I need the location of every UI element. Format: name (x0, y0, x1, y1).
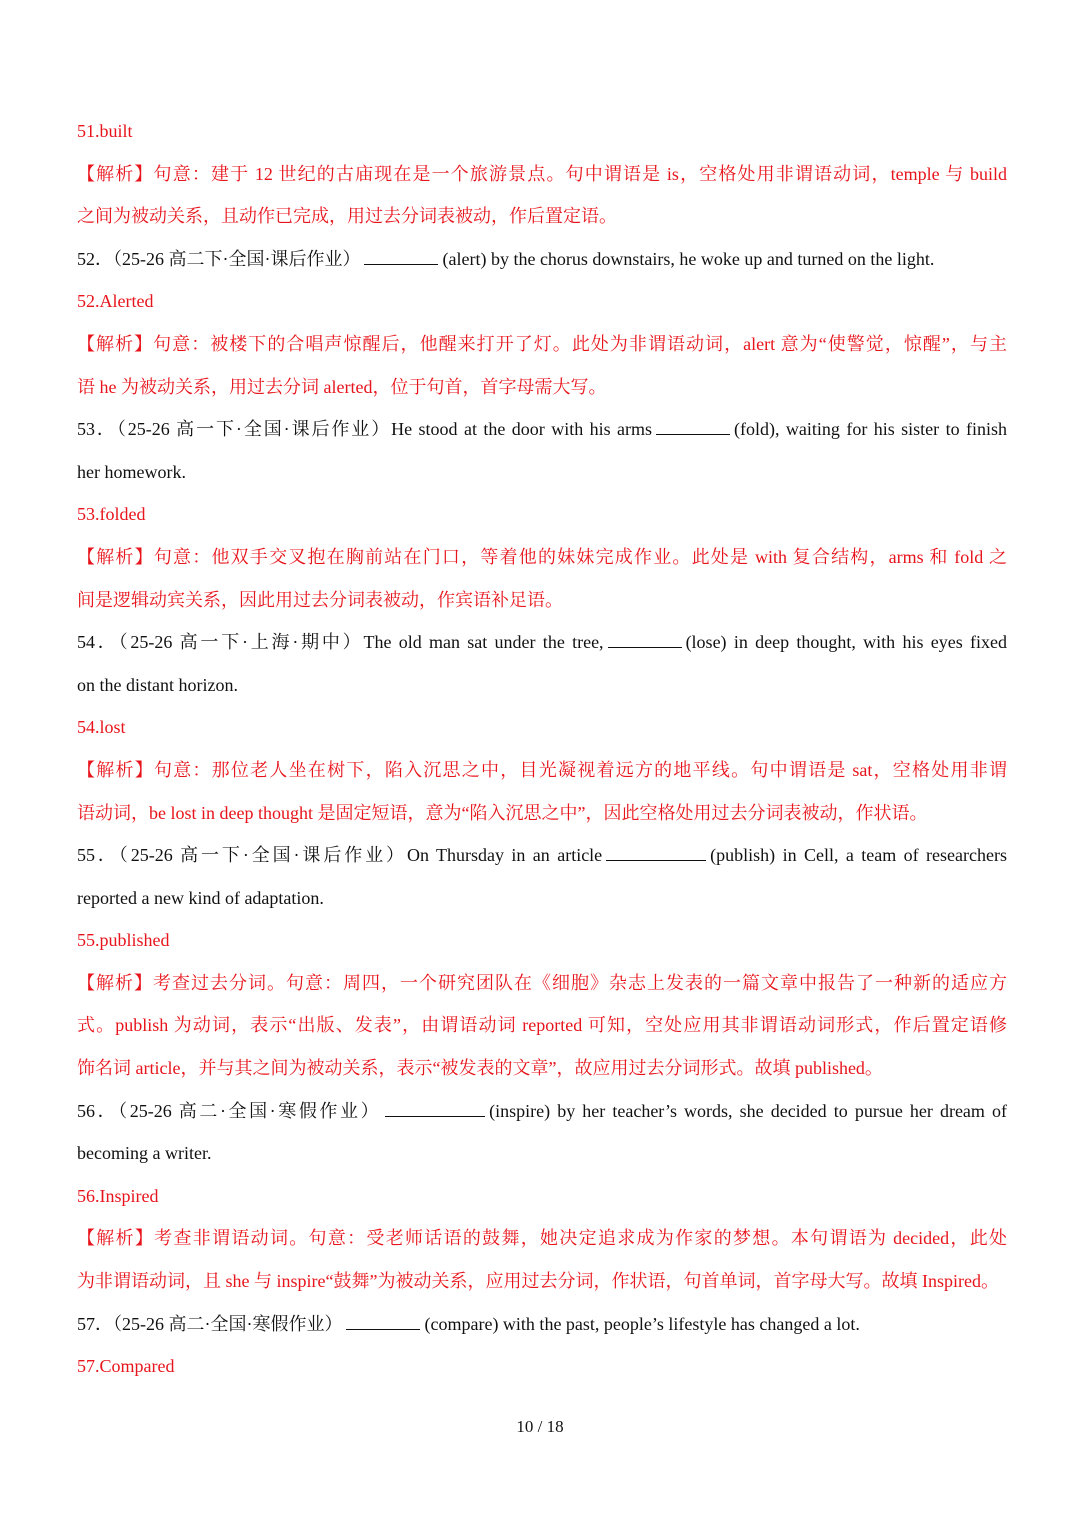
explanation-55-line-1: 【解析】考查过去分词。句意：周四，一个研究团队在《细胞》杂志上发表的一篇文章中报告了一种新的适应方 (77, 972, 1007, 993)
explanation-56-line-1: 【解析】考查非谓语动词。句意：受老师话语的鼓舞，她决定追求成为作家的梦想。本句谓语为 decided，此处 (77, 1228, 1007, 1249)
question-53-line-1: 53．（25-26 高一下·全国·课后作业）He stood at the door with his arms (fold), waiting for his sister to finish (77, 408, 1007, 451)
answer-blank (656, 416, 730, 435)
question-55-line-1: 55．（25-26 高一下·全国·课后作业）On Thursday in an article (publish) in Cell, a team of researchers (77, 834, 1007, 877)
explanation-52-line-2: 语 he 为被动关系，用过去分词 alerted，位于句首，首字母需大写。 (77, 376, 607, 397)
answer-blank (606, 842, 706, 861)
question-54-line-1: 54．（25-26 高一下·上海·期中）The old man sat under the tree, (lose) in deep thought, with his eyes fixed (77, 621, 1007, 664)
page-number: 10 / 18 (516, 1417, 564, 1436)
explanation-52-line-1: 【解析】句意：被楼下的合唱声惊醒后，他醒来打开了灯。此处为非谓语动词，alert 意为“使警觉，惊醒”，与主 (77, 333, 1007, 354)
question-56-line-1: 56．（25-26 高二·全国·寒假作业） (inspire) by her teacher’s words, she decided to pursue her dream of (77, 1090, 1007, 1133)
explanation-55-line-2: 式。publish 为动词，表示“出版、发表”，由谓语动词 reported 可知，空处应用其非谓语动词形式，作后置定语修 (77, 1015, 1007, 1036)
question-57: 57．（25-26 高二·全国·寒假作业） (compare) with the past, people’s lifestyle has changed a lot. (77, 1303, 1007, 1346)
answer-55: 55.published (77, 930, 170, 951)
explanation-53-line-1: 【解析】句意：他双手交叉抱在胸前站在门口，等着他的妹妹完成作业。此处是 with 复合结构，arms 和 fold 之 (77, 546, 1007, 567)
page-content (77, 110, 1007, 1388)
answer-57: 57.Compared (77, 1356, 175, 1377)
answer-blank (364, 246, 438, 265)
question-52: 52．（25-26 高二下·全国·课后作业） (alert) by the chorus downstairs, he woke up and turned on the light. (77, 238, 1007, 281)
question-55-line-2: reported a new kind of adaptation. (77, 887, 324, 908)
answer-52: 52.Alerted (77, 291, 154, 312)
answer-blank (385, 1098, 485, 1117)
answer-53: 53.folded (77, 504, 146, 525)
question-56-line-2: becoming a writer. (77, 1143, 212, 1164)
explanation-53-line-2: 间是逻辑动宾关系，因此用过去分词表被动，作宾语补足语。 (77, 589, 563, 610)
answer-54: 54.lost (77, 717, 126, 738)
question-54-line-2: on the distant horizon. (77, 674, 238, 695)
answer-51: 51.built (77, 121, 133, 141)
explanation-51-line-1: 【解析】句意：建于 12 世纪的古庙现在是一个旅游景点。句中谓语是 is，空格处用非谓语动词，temple 与 build (77, 163, 1007, 184)
explanation-54-line-2: 语动词，be lost in deep thought 是固定短语，意为“陷入沉思之中”，因此空格处用过去分词表被动，作状语。 (77, 802, 928, 823)
answer-56: 56.Inspired (77, 1185, 159, 1206)
explanation-54-line-1: 【解析】句意：那位老人坐在树下，陷入沉思之中，目光凝视着远方的地平线。句中谓语是 sat，空格处用非谓 (77, 759, 1007, 780)
answer-blank (608, 629, 682, 648)
explanation-55-line-3: 饰名词 article，并与其之间为被动关系，表示“被发表的文章”，故应用过去分词形式。故填 published。 (77, 1058, 883, 1079)
answer-blank (346, 1311, 420, 1330)
question-53-line-2: her homework. (77, 461, 186, 482)
explanation-56-line-2: 为非谓语动词，且 she 与 inspire“鼓舞”为被动关系，应用过去分词，作状语，句首单词，首字母大写。故填 Inspired。 (77, 1271, 999, 1292)
explanation-51-line-2: 之间为被动关系，且动作已完成，用过去分词表被动，作后置定语。 (77, 206, 617, 227)
